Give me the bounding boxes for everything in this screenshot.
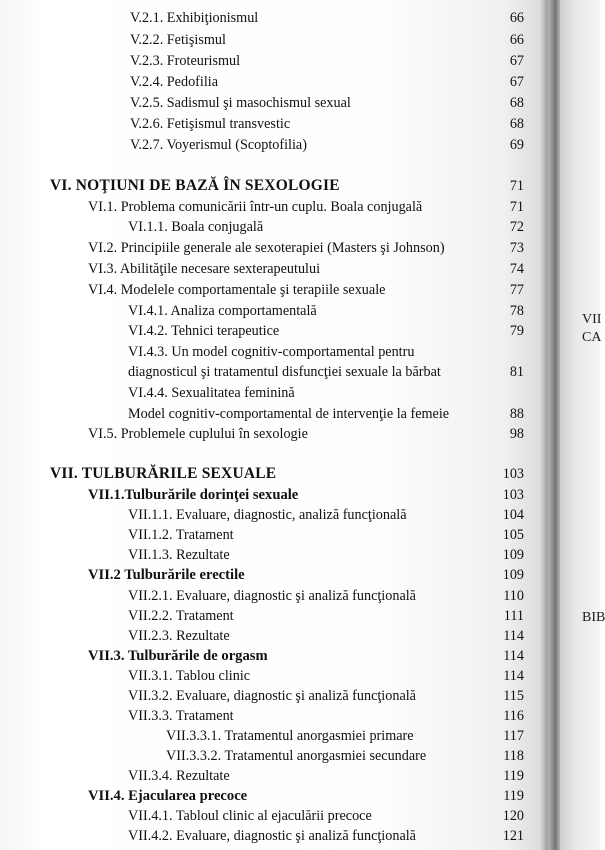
toc-entry-page: 114 [503,648,524,664]
toc-entry-title: VI.4.2. Tehnici terapeutice [128,323,280,339]
toc-entry [0,217,548,237]
toc-entry [0,545,548,565]
toc-entry-page: 79 [509,323,524,339]
toc-entry [0,766,548,786]
toc-entry-title: VI.4.3. Un model cognitiv-comportamental pentru [128,344,415,360]
toc-entry [0,8,548,28]
toc-entry-title: V.2.6. Fetişismul transvestic [130,116,291,132]
toc-entry [0,259,548,279]
toc-entry-title: VI.1.1. Boala conjugală [128,219,264,235]
toc-entry-page: 66 [509,32,524,48]
toc-entry-title: V.2.5. Sadismul şi masochismul sexual [130,95,351,111]
toc-entry-page: 66 [509,10,524,26]
chapter-heading [0,464,548,484]
toc-entry [0,114,548,134]
toc-entry-title: VI.4. Modelele comportamentale şi terapiile sexuale [88,282,386,298]
toc-entry-page: 78 [509,303,524,319]
facing-page-fragment: VII [582,312,602,327]
toc-entry-title: VI.5. Problemele cuplului în sexologie [88,426,308,442]
toc-entry [0,197,548,217]
toc-entry [0,383,548,403]
toc-section-title: VII.3. Tulburările de orgasm [88,648,268,664]
toc-entry-title: V.2.4. Pedofilia [130,74,219,90]
toc-entry-title: VII.3.2. Evaluare, diagnostic şi analiză funcţională [128,688,416,704]
toc-entry-page: 69 [509,137,524,153]
toc-entry-page: 88 [509,406,524,422]
toc-section-title: VII.2 Tulburările erectile [88,567,245,583]
toc-entry-title: VII.3.4. Rezultate [128,768,230,784]
toc-section-title: VII.4. Ejacularea precoce [88,788,248,804]
toc-entry [0,135,548,155]
toc-entry [0,706,548,726]
toc-entry-title: V.2.7. Voyerismul (Scoptofilia) [130,137,307,153]
toc-entry-title: VI.4.4. Sexualitatea feminină [128,385,295,401]
toc-entry-page: 103 [502,487,524,503]
toc-section [0,786,548,806]
toc-section [0,646,548,666]
toc-entry-title: VII.3.1. Tablou clinic [128,668,251,684]
facing-page-fragment: CA [582,330,602,345]
toc-entry-page: 105 [502,527,524,543]
toc-entry [0,72,548,92]
toc-entry-title: V.2.1. Exhibiţionismul [130,10,259,26]
toc-entry-page: 114 [503,628,524,644]
toc-entry-title: VII.1.2. Tratament [128,527,234,543]
toc-entry-title: VII.2.2. Tratament [128,608,234,624]
toc-entry-title: VII.1.3. Rezultate [128,547,230,563]
toc-entry-page: 68 [509,95,524,111]
toc-entry-title: V.2.2. Fetişismul [130,32,226,48]
toc-entry [0,362,548,382]
toc-entry-page: 115 [503,688,524,704]
toc-entry-title: VII.3.3. Tratament [128,708,234,724]
toc-entry-title: VI.4.1. Analiza comportamentală [128,303,317,319]
facing-page [560,0,605,850]
toc-entry-page: 117 [503,728,524,744]
toc-entry [0,51,548,71]
toc-entry-page: 121 [502,828,524,844]
toc-entry [0,30,548,50]
toc-entry [0,826,548,846]
toc-entry-page: 72 [509,219,524,235]
toc-entry [0,726,548,746]
toc-entry-title: VII.1.1. Evaluare, diagnostic, analiză funcţională [128,507,407,523]
toc-entry-title: VII.4.2. Evaluare, diagnostic şi analiză funcţională [128,828,416,844]
toc-entry-title: Model cognitiv-comportamental de intervenţie la femeie [128,406,450,422]
toc-entry [0,686,548,706]
toc-entry-title: VII.3.3.1. Tratamentul anorgasmiei primare [166,728,414,744]
toc-entry-title: V.2.3. Froteurismul [130,53,241,69]
toc-entry [0,666,548,686]
toc-entry-page: 68 [509,116,524,132]
toc-entry [0,606,548,626]
toc-entry-title: VII.2.1. Evaluare, diagnostic şi analiză funcţională [128,588,416,604]
toc-entry [0,424,548,444]
chapter-title: VII. TULBURĂRILE SEXUALE [50,465,277,482]
toc-entry-page: 73 [509,240,524,256]
toc-entry [0,404,548,424]
toc-section-title: VII.1.Tulburările dorinţei sexuale [88,487,299,503]
toc-entry [0,93,548,113]
toc-entry-title: VII.2.3. Rezultate [128,628,230,644]
toc-entry [0,746,548,766]
toc-entry-title: VI.3. Abilităţile necesare sexterapeutului [88,261,321,277]
toc-entry [0,321,548,341]
toc-entry-page: 67 [509,74,524,90]
toc-entry [0,238,548,258]
toc-entry-title: VI.1. Problema comunicării într-un cuplu. Boala conjugală [88,199,423,215]
toc-entry-title: VII.3.3.2. Tratamentul anorgasmiei secundare [166,748,427,764]
toc-entry-page: 77 [509,282,524,298]
toc-entry-page: 114 [503,668,524,684]
toc-entry [0,525,548,545]
toc-entry-page: 119 [503,768,524,784]
facing-page-fragment: BIB [582,610,605,625]
toc-section [0,485,548,505]
toc-entry-title: VII.4.1. Tabloul clinic al ejaculării precoce [128,808,372,824]
toc-entry-page: 104 [502,507,524,523]
toc-entry [0,301,548,321]
toc-entry-page: 109 [502,567,524,583]
toc-entry-page: 67 [509,53,524,69]
toc-entry-page: 116 [503,708,524,724]
toc-entry [0,342,548,362]
toc-entry-page: 120 [502,808,524,824]
chapter-heading [0,176,548,196]
toc-section [0,565,548,585]
toc-entry-page: 110 [503,588,524,604]
toc-entry [0,626,548,646]
chapter-page: 71 [509,178,524,194]
toc-entry-page: 118 [503,748,524,764]
toc-entry [0,806,548,826]
toc-entry-page: 74 [509,261,524,277]
toc-entry [0,280,548,300]
chapter-page: 103 [502,466,524,482]
toc-entry-page: 98 [509,426,524,442]
toc-entry-title: diagnosticul şi tratamentul disfuncţiei sexuale la bărbat [128,364,441,380]
toc-entry-page: 81 [509,364,524,380]
toc-entry [0,505,548,525]
chapter-title: VI. NOŢIUNI DE BAZĂ ÎN SEXOLOGIE [50,177,340,194]
toc-entry-page: 109 [502,547,524,563]
toc-entry-title: VI.2. Principiile generale ale sexoterapiei (Masters şi Johnson) [88,240,445,256]
toc-entry-page: 111 [503,608,524,624]
toc-entry-page: 71 [509,199,524,215]
toc-entry [0,586,548,606]
toc-entry-page: 119 [503,788,524,804]
